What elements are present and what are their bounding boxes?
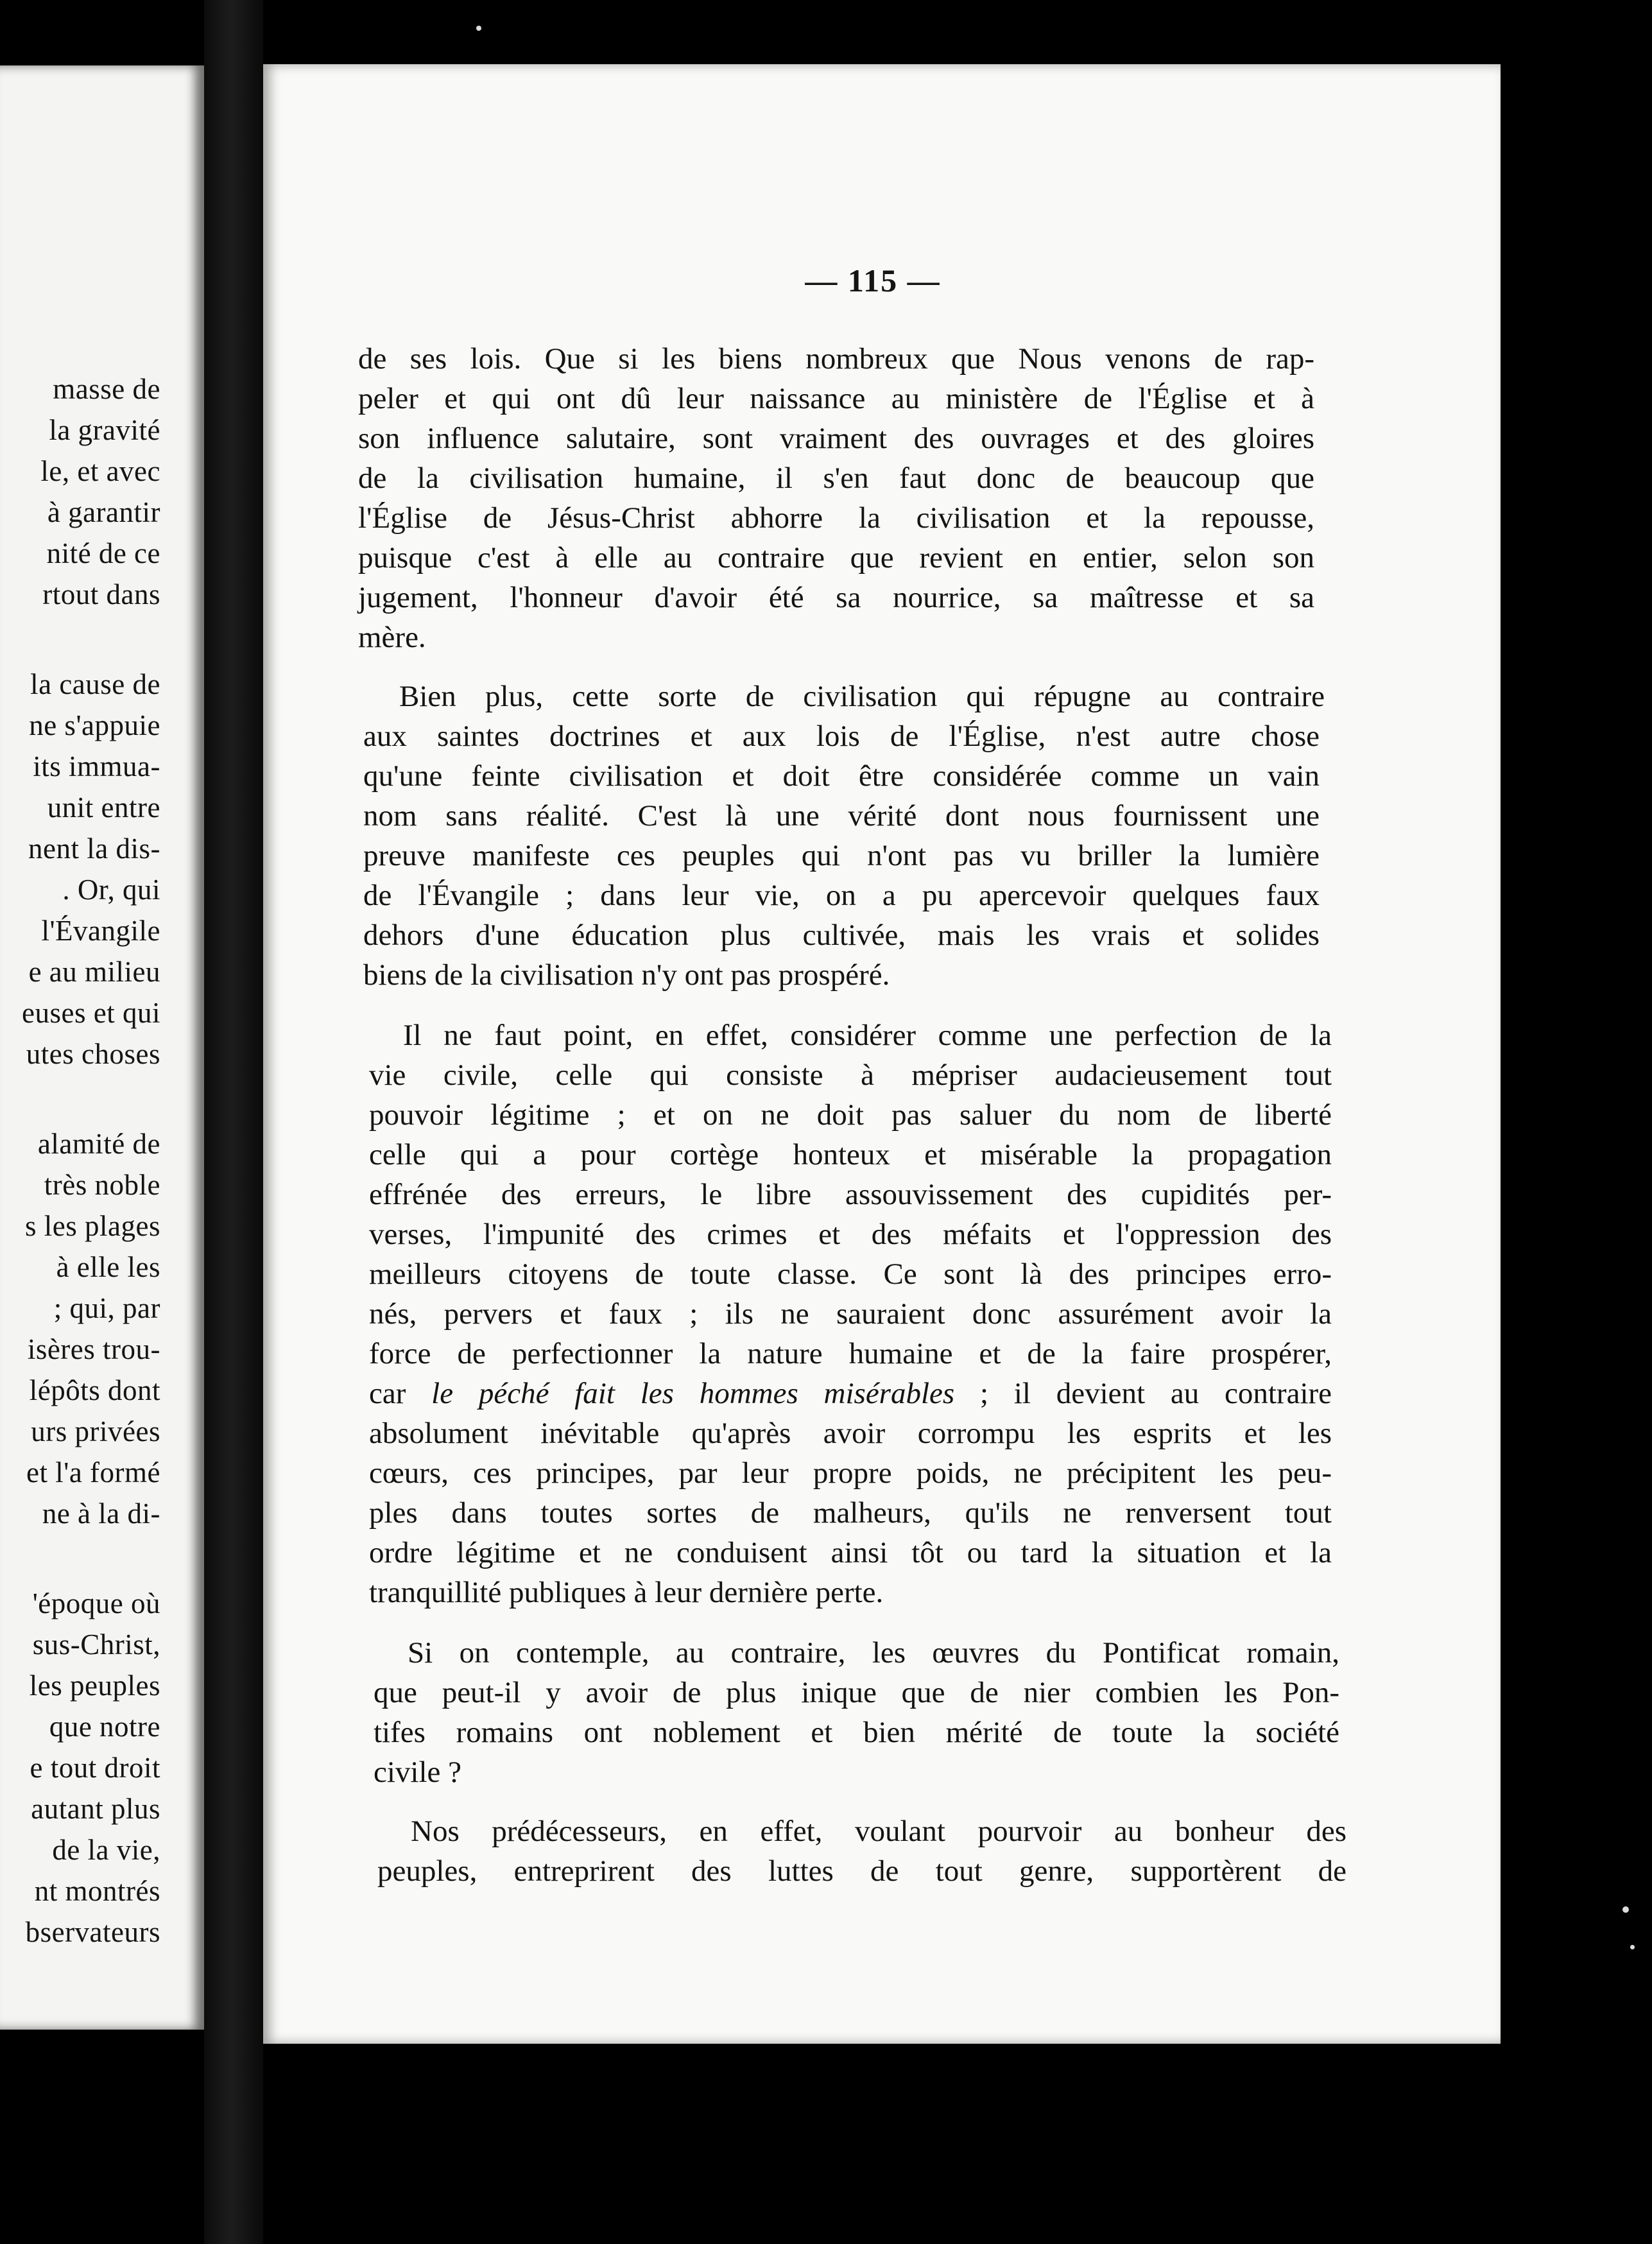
left-page-line: isères trou-	[27, 1333, 160, 1365]
left-page-line: nt montrés	[34, 1875, 160, 1907]
text-line: dehors d'une éducation plus cultivée, mais les vrais et solides	[363, 919, 1320, 952]
left-page-line: rtout dans	[42, 578, 160, 610]
left-page-line: urs privées	[31, 1415, 160, 1447]
text-line: force de perfectionner la nature humaine et de la faire prospérer,	[369, 1337, 1332, 1370]
text-line: verses, l'impunité des crimes et des méfaits et l'oppression des	[369, 1218, 1332, 1251]
text-line: de ses lois. Que si les biens nombreux que Nous venons de rap-	[358, 342, 1314, 375]
text-line: qu'une feinte civilisation et doit être considérée comme un vain	[363, 759, 1320, 793]
book-spine-gutter	[204, 0, 263, 2244]
left-page-line: utes choses	[26, 1038, 160, 1070]
text-line: Il ne faut point, en effet, considérer comme une perfection de la	[403, 1019, 1332, 1052]
text-line: de la civilisation humaine, il s'en faut donc de beaucoup que	[358, 462, 1314, 495]
text-line: l'Église de Jésus-Christ abhorre la civilisation et la repousse,	[358, 501, 1314, 535]
text-line: nés, pervers et faux ; ils ne sauraient donc assurément avoir la	[369, 1297, 1332, 1331]
left-page-line: de la vie,	[52, 1834, 160, 1866]
text-fragment: ; il devient au contraire	[979, 1377, 1332, 1410]
text-line: pouvoir légitime ; et on ne doit pas saluer du nom de liberté	[369, 1098, 1332, 1132]
text-line: tranquillité publiques à leur dernière perte.	[369, 1576, 884, 1609]
left-page-line: . Or, qui	[62, 874, 160, 906]
left-page	[0, 65, 204, 2030]
italic-quotation: le péché fait les hommes misérables	[431, 1377, 955, 1410]
left-page-line: its immua-	[33, 750, 160, 782]
left-page-line: la gravité	[49, 414, 160, 446]
left-page-line: et l'a formé	[26, 1456, 160, 1489]
text-line: Nos prédécesseurs, en effet, voulant pourvoir au bonheur des	[411, 1815, 1347, 1848]
text-line: absolument inévitable qu'après avoir corrompu les esprits et les	[369, 1417, 1332, 1450]
text-line: biens de la civilisation n'y ont pas prospéré.	[363, 958, 890, 992]
text-line: aux saintes doctrines et aux lois de l'Église, n'est autre chose	[363, 720, 1320, 753]
left-page-line: l'Évangile	[41, 915, 160, 947]
text-line: tifes romains ont noblement et bien mérité de toute la société	[374, 1716, 1339, 1749]
left-page-line: sus-Christ,	[32, 1628, 160, 1661]
text-line: preuve manifeste ces peuples qui n'ont pas vu briller la lumière	[363, 839, 1320, 872]
text-line: Si on contemple, au contraire, les œuvres du Pontificat romain,	[408, 1636, 1339, 1670]
text-line: ples dans toutes sortes de malheurs, qu'ils ne renversent tout	[369, 1496, 1332, 1530]
text-line: ordre légitime et ne conduisent ainsi tôt ou tard la situation et la	[369, 1536, 1332, 1569]
text-line: vie civile, celle qui consiste à mépriser audacieusement tout	[369, 1058, 1332, 1092]
text-line: Bien plus, cette sorte de civilisation qui répugne au contraire	[399, 680, 1325, 713]
scan-speck	[1630, 1945, 1635, 1949]
left-page-line: e au milieu	[28, 956, 160, 988]
text-line: peler et qui ont dû leur naissance au ministère de l'Église et à	[358, 382, 1314, 415]
scan-speck	[476, 26, 481, 31]
text-line: meilleurs citoyens de toute classe. Ce sont là des principes erro-	[369, 1257, 1332, 1291]
left-page-line: les peuples	[29, 1670, 160, 1702]
left-page-line: masse de	[53, 373, 160, 405]
left-page-line: unit entre	[47, 791, 160, 824]
left-page-line: nité de ce	[46, 537, 160, 569]
text-line: celle qui a pour cortège honteux et misérable la propagation	[369, 1138, 1332, 1171]
left-page-line: à elle les	[56, 1251, 160, 1283]
left-page-line: 'époque où	[32, 1587, 160, 1619]
text-line: mère.	[358, 621, 426, 654]
left-page-line: la cause de	[30, 668, 160, 700]
left-page-line: bservateurs	[25, 1916, 160, 1948]
text-line: que peut-il y avoir de plus inique que de nier combien les Pon-	[374, 1676, 1339, 1709]
text-line: civile ?	[374, 1756, 462, 1789]
text-line: de l'Évangile ; dans leur vie, on a pu apercevoir quelques faux	[363, 879, 1320, 912]
text-line: puisque c'est à elle au contraire que revient en entier, selon son	[358, 541, 1314, 574]
scan-speck	[1622, 1906, 1629, 1913]
left-page-line: ne s'appuie	[29, 709, 160, 741]
left-page-line: très noble	[44, 1169, 160, 1201]
text-line: effrénée des erreurs, le libre assouvissement des cupidités per-	[369, 1178, 1332, 1211]
page-number: — 115 —	[805, 263, 941, 298]
text-line: jugement, l'honneur d'avoir été sa nourrice, sa maîtresse et sa	[358, 581, 1314, 614]
left-page-line: autant plus	[31, 1793, 160, 1825]
text-line: son influence salutaire, sont vraiment des ouvrages et des gloires	[358, 422, 1314, 455]
left-page-line: e tout droit	[30, 1752, 160, 1784]
left-page-line: ne à la di-	[42, 1497, 160, 1530]
left-page-line: lépôts dont	[29, 1374, 160, 1406]
text-line: peuples, entreprirent des luttes de tout genre, supportèrent de	[377, 1854, 1347, 1888]
left-page-line: nent la dis-	[28, 833, 160, 865]
text-fragment: car	[369, 1377, 406, 1410]
left-page-line: alamité de	[37, 1128, 160, 1160]
left-page-line: s les plages	[25, 1210, 160, 1242]
text-line-with-italic	[369, 1374, 1332, 1413]
left-page-line: euses et qui	[22, 997, 160, 1029]
right-page	[263, 64, 1501, 2044]
text-line: cœurs, ces principes, par leur propre poids, ne précipitent les peu-	[369, 1456, 1332, 1490]
left-page-line: ; qui, par	[53, 1292, 160, 1324]
text-line: nom sans réalité. C'est là une vérité dont nous fournissent une	[363, 799, 1320, 833]
left-page-line: que notre	[49, 1711, 160, 1743]
left-page-line: le, et avec	[40, 455, 160, 487]
left-page-line: à garantir	[47, 496, 160, 528]
